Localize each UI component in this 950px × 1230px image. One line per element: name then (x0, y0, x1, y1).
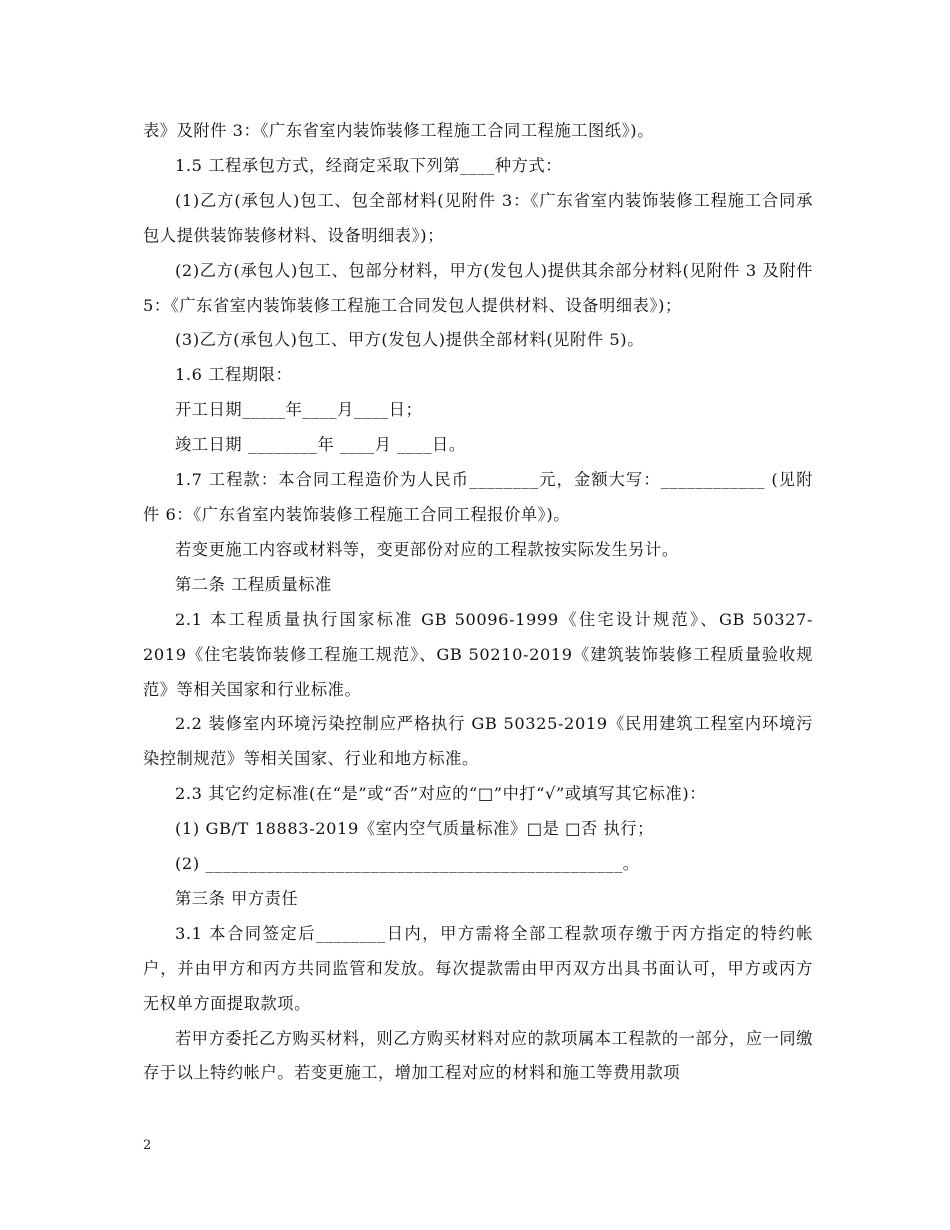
paragraph: 若变更施工内容或材料等，变更部份对应的工程款按实际发生另计。 (175, 539, 679, 559)
page-number: 2 (143, 1138, 152, 1153)
paragraph: 2.2 装修室内环境污染控制应严格执行 GB 50325-2019《民用建筑工程室内环境污染控制规范》等相关国家、行业和地方标准。 (143, 714, 813, 769)
paragraph: 3.1 本合同签定后________日内，甲方需将全部工程款项存缴于丙方指定的特约帐户，并由甲方和丙方共同监管和发放。每次提款需由甲丙双方出具书面认可，甲方或丙方无权单方面提取款项。 (143, 923, 813, 1013)
paragraph: 开工日期_____年____月____日； (175, 400, 423, 420)
paragraph: 2.1 本工程质量执行国家标准 GB 50096-1999《住宅设计规范》、GB 50327-2019《住宅装饰装修工程施工规范》、GB 50210-2019《建筑装饰装修工程质量验收规范》等相关国家和行业标准。 (143, 609, 813, 699)
paragraph: (2)乙方(承包人)包工、包部分材料，甲方(发包人)提供其余部分材料(见附件 3 及附件 5：《广东省室内装饰装修工程施工合同发包人提供材料、设备明细表》)； (143, 260, 819, 315)
paragraph: 1.7 工程款：本合同工程造价为人民币________元，金额大写：____________ (见附件 6：《广东省室内装饰装修工程施工合同工程报价单》)。 (143, 470, 813, 524)
paragraph: (3)乙方(承包人)包工、甲方(发包人)提供全部材料(见附件 5)。 (175, 330, 644, 350)
document-body (143, 114, 819, 1091)
paragraph: 竣工日期 ________年 ____月 ____日。 (175, 435, 466, 455)
paragraph: 2.3 其它约定标准(在“是”或“否”对应的“□”中打“√”或填写其它标准)： (175, 784, 707, 804)
paragraph: (1)乙方(承包人)包工、包全部材料(见附件 3：《广东省室内装饰装修工程施工合同承包人提供装饰装修材料、设备明细表》)； (143, 190, 813, 245)
paragraph: (1) GB/T 18883-2019《室内空气质量标准》□是 □否 执行； (175, 819, 654, 839)
paragraph: 若甲方委托乙方购买材料，则乙方购买材料对应的款项属本工程款的一部分，应一同缴存于以上特约帐户。若变更施工，增加工程对应的材料和施工等费用款项 (143, 1028, 813, 1083)
paragraph: (2) ________________________________________________。 (175, 854, 640, 874)
paragraph: 表》及附件 3：《广东省室内装饰装修工程施工合同工程施工图纸》)。 (143, 121, 654, 140)
paragraph: 1.5 工程承包方式，经商定采取下列第____种方式： (175, 155, 563, 175)
paragraph: 第二条 工程质量标准 (175, 574, 332, 594)
paragraph: 1.6 工程期限： (175, 365, 293, 385)
paragraph: 第三条 甲方责任 (175, 888, 299, 908)
